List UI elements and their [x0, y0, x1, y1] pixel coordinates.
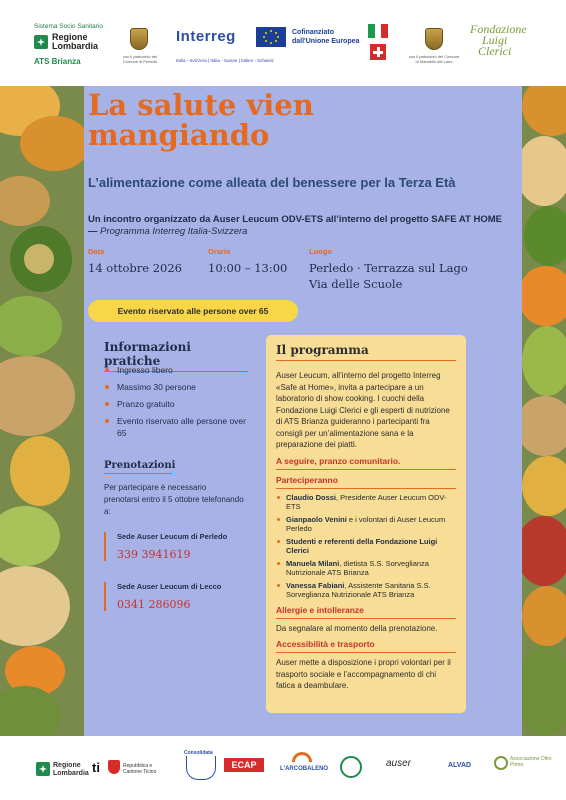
oltre-prima-icon	[494, 756, 508, 770]
data-value: 14 ottobre 2026	[88, 261, 182, 275]
consolidata-label: Consolidata	[184, 750, 213, 756]
partecipante-role: , Assistente Sanitaria S.S. Sorveglianza Nutrizionale ATS Brianza	[286, 580, 431, 599]
data-label: Data	[88, 247, 105, 256]
eu-cofinanziato-label	[292, 28, 359, 46]
partecipante-name: Vanessa Fabiani	[286, 580, 345, 590]
interreg-subtitle: Italia - Svizzera | Italia - Suisse | Italien - Schweiz	[176, 58, 274, 63]
switzerland-flag-icon	[370, 44, 386, 60]
event-title: La salute vien mangiando	[88, 88, 314, 152]
eu-line-2: dall'Unione Europea	[292, 38, 360, 45]
partecipante-role: , Presidente Auser Leucum ODV-ETS	[286, 492, 447, 511]
accessibilita-heading: Accessibilità e trasporto	[276, 639, 456, 653]
footer-regione: Regione	[53, 762, 81, 769]
ats-brianza-label: ATS Brianza	[34, 57, 81, 66]
arcobaleno-icon	[292, 752, 312, 762]
fondazione-line-3: Clerici	[478, 44, 512, 58]
prenotazioni-heading: Prenotazioni	[104, 460, 172, 474]
arcobaleno-label: L'ARCOBALENO	[280, 766, 329, 772]
info-heading: Informazioni pratiche	[104, 340, 248, 372]
rosa-camuna-icon	[34, 35, 48, 49]
regione-label: Regione	[52, 32, 88, 42]
lombardia-label: Lombardia	[52, 41, 99, 51]
orario-label: Orario	[208, 247, 231, 256]
sede-perledo-phone[interactable]: 339 3941619	[117, 548, 191, 561]
event-subtitle: L’alimentazione come alleata del benessere per la Terza Età	[88, 175, 456, 190]
partecipano-heading: Parteciperanno	[276, 475, 456, 489]
partecipante-item	[276, 581, 456, 600]
partecipante-item	[276, 515, 456, 534]
programma-body: Auser Leucum, all’interno del progetto Interreg «Safe at Home», invita a partecipare a un laboratorio di show cooking. I cuochi della Fondazione Luigi Clerici e gli esperti di nutrizione di ATS Brianza guideranno i partecipanti fra consigli per un’alimentazione sana e la preparazione dei piatti.	[276, 371, 450, 449]
info-item: Ingresso libero	[104, 364, 254, 376]
accessibilita-text: Auser mette a disposizione i propri volontari per il trasporto sociale e l’accompagnamento di chi fatica a deambulare.	[276, 658, 451, 690]
partner-logo-footer	[0, 736, 566, 800]
oltre-prima-label: Associazione Oltre Prima	[510, 756, 552, 768]
intro-programme: Programma Interreg Italia-Svizzera	[97, 226, 248, 237]
eu-flag-icon	[256, 27, 286, 47]
fondazione-clerici-logo	[470, 24, 527, 57]
mandello-crest-icon	[425, 28, 443, 50]
partecipante-role: e i volontari di Auser Leucum Perledo	[286, 514, 446, 533]
fondazione-line-2: Luigi	[482, 33, 508, 47]
ecap-logo: ECAP	[224, 758, 264, 772]
allergie-heading: Allergie e intolleranze	[276, 605, 456, 619]
regione-lombardia-logo	[34, 33, 98, 51]
info-item: Pranzo gratuito	[104, 398, 254, 410]
allergie-text: Da segnalare al momento della prenotazione.	[276, 623, 438, 633]
ticino-label: Repubblica e Cantone Ticino	[123, 763, 157, 775]
partecipante-item	[276, 537, 456, 556]
orario-value: 10:00 – 13:00	[208, 261, 288, 275]
partecipante-item	[276, 559, 456, 578]
partner-logo-header	[0, 0, 566, 86]
intro-text: Un incontro organizzato da Auser Leucum ODV-ETS all’interno del progetto SAFE AT HOME —	[88, 214, 502, 237]
programma-heading: Il programma	[276, 343, 456, 361]
patrocinio-perledo-caption: con il patrocinio del Comune di Perledo	[122, 54, 158, 64]
sistema-socio-sanitario-label: Sistema Socio Sanitario	[34, 23, 104, 30]
partecipante-role: , dietista S.S. Sorveglianza Nutrizionale ATS Brianza	[286, 558, 429, 577]
italy-flag-icon	[368, 24, 388, 38]
consolidata-icon	[186, 756, 216, 780]
regione-lombardia-footer-icon	[36, 762, 50, 776]
partecipanti-list	[276, 493, 456, 600]
auser-logo: auser	[386, 758, 412, 769]
eu-line-1: Cofinanziato	[292, 29, 334, 36]
luogo-label: Luogo	[309, 247, 332, 256]
ticino-shield-icon	[108, 760, 120, 774]
programma-card	[266, 335, 466, 713]
info-list	[104, 364, 254, 444]
sede-perledo	[104, 532, 254, 561]
partecipante-item	[276, 493, 456, 512]
sede-perledo-name: Sede Auser Leucum di Perledo	[117, 532, 228, 541]
interreg-logo: Interreg	[176, 28, 236, 45]
regione-lombardia-footer-logo	[53, 762, 89, 778]
health-cross-icon	[340, 756, 362, 778]
footer-lombardia: Lombardia	[53, 770, 89, 777]
info-item: Massimo 30 persone	[104, 381, 254, 393]
sede-lecco-name: Sede Auser Leucum di Lecco	[117, 582, 222, 591]
over65-badge: Evento riservato alle persone over 65	[88, 300, 298, 322]
food-photo-left	[0, 86, 84, 736]
partecipante-name: Gianpaolo Venini	[286, 514, 347, 524]
food-photo-right	[522, 86, 566, 736]
event-intro	[88, 214, 508, 238]
luogo-value-1: Perledo · Terrazza sul Lago	[309, 261, 468, 275]
perledo-crest-icon	[130, 28, 148, 50]
ticino-icon: ti	[92, 760, 100, 775]
alvad-logo: ALVAD	[448, 762, 472, 769]
sede-lecco	[104, 582, 254, 611]
luogo-value-2: Via delle Scuole	[309, 277, 403, 291]
sede-lecco-phone[interactable]: 0341 286096	[117, 598, 191, 611]
partecipante-name: Claudio Dossi	[286, 492, 337, 502]
info-item: Evento riservato alle persone over 65	[104, 415, 254, 439]
seguire-line: A seguire, pranzo comunitario.	[276, 456, 456, 470]
patrocinio-mandello-caption: con il patrocinio del Comune di Mandello del Lario	[408, 54, 460, 64]
partecipante-name: Studenti e referenti della Fondazione Luigi Clerici	[286, 536, 438, 555]
partecipante-name: Manuela Milani	[286, 558, 340, 568]
prenotazioni-text: Per partecipare è necessario prenotarsi entro il 5 ottobre telefonando a:	[104, 483, 244, 516]
fondazione-line-1: Fondazione	[470, 22, 527, 36]
